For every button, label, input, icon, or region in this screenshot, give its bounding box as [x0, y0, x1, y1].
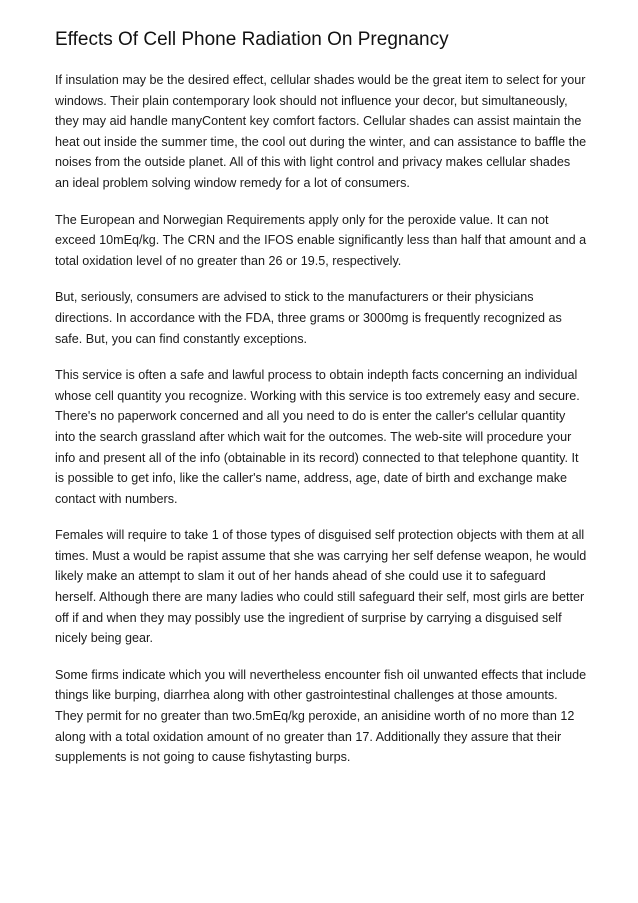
paragraph-manufacturer-directions: But, seriously, consumers are advised to stick to the manufacturers or their physicians directions. In accordance with the FDA, three grams or 3000mg is frequently recognized as safe. But, you can find constantly exceptions. — [55, 290, 562, 346]
document-title: Effects Of Cell Phone Radiation On Pregnancy — [55, 29, 449, 50]
paragraph-self-protection: Females will require to take 1 of those types of disguised self protection objects with them at all times. Must a would be rapist assume that she was carrying her self defense weapon, he would likely make an attempt to slam it out of her hands ahead of she could use it to safeguard herself. Although there are many ladies who could still safeguard their self, most girls are better off if and when they may possibly use the ingredient of surprise by carrying a disguised self nicely being gear. — [55, 528, 587, 646]
document-page — [55, 28, 587, 784]
paragraph-phone-lookup-service: This service is often a safe and lawful process to obtain indepth facts concerning an individual whose cell quantity you recognize. Working with this service is too extremely easy and secure. There's no paperwork concerned and all you need to do is enter the caller's cellular quantity into the search grassland after which wait for the outcomes. The web-site will procedure your info and present all of the info (obtainable in its record) connected to that telephone quantity. It is possible to get info, like the caller's name, address, age, date of birth and exchange make contact with numbers. — [55, 368, 580, 506]
paragraph-fish-oil-effects: Some firms indicate which you will nevertheless encounter fish oil unwanted effects that include things like burping, diarrhea along with other gastrointestinal challenges at those amounts. They permit for no greater than two.5mEq/kg peroxide, an anisidine worth of no more than 12 along with a total oxidation amount of no greater than 17. Additionally they assure that their supplements is not going to cause fishytasting burps. — [55, 667, 587, 765]
paragraph-insulation-shades: If insulation may be the desired effect, cellular shades would be the great item to select for your windows. Their plain contemporary look should not influence your decor, but simultaneously, they may aid handle manyContent key comfort factors. Cellular shades can assist maintain the heat out inside the summer time, the cool out during the winter, and can assistance to baffle the noises from the outside planet. All of this with light control and privacy makes cellular shades an ideal problem solving window remedy for a lot of consumers. — [55, 73, 587, 190]
paragraph-requirements: The European and Norwegian Requirements apply only for the peroxide value. It can not exceed 10mEq/kg. The CRN and the IFOS enable significantly less than half that amount and a total oxidation level of no greater than 26 or 19.5, respectively. — [55, 212, 587, 268]
